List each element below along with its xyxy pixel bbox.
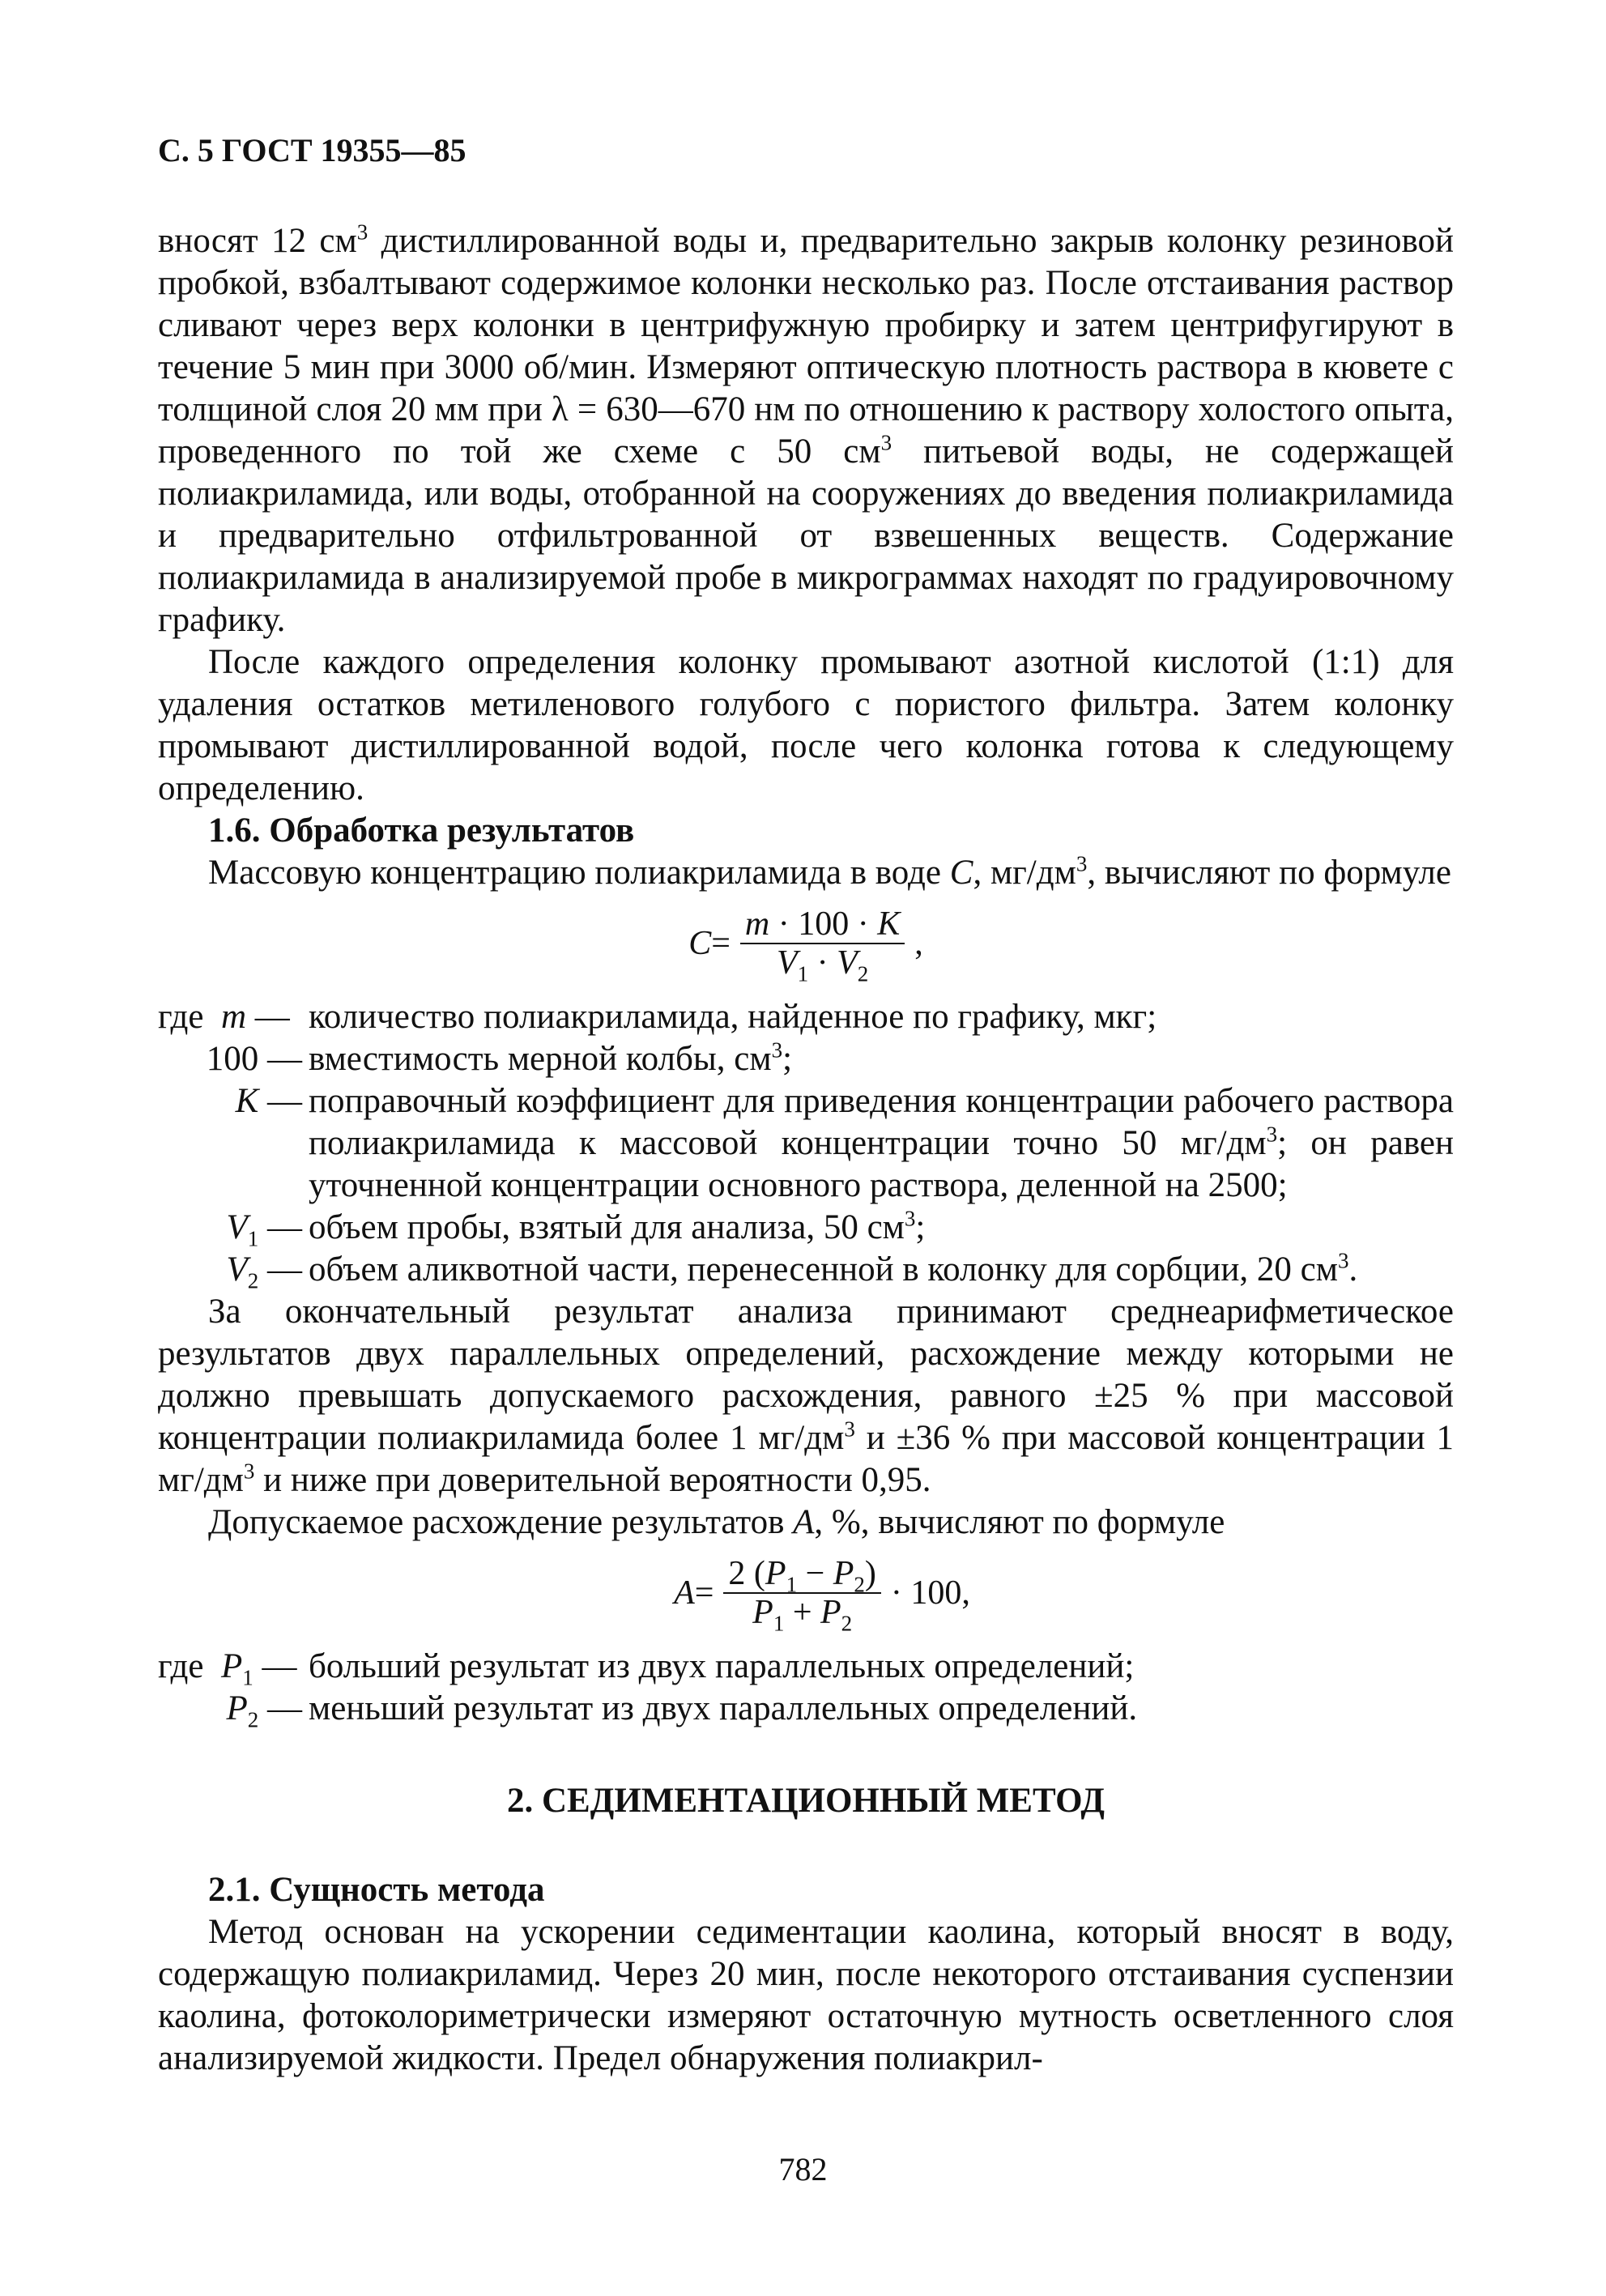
section-heading-2-1: 2.1. Сущность метода bbox=[208, 1871, 545, 1909]
definition-p1: где $P_1$ — больший результат из двух параллельных определений; bbox=[158, 1647, 1135, 1690]
definition-k: K — поправочный коэффициент для приведения концентрации рабочего раствора полиакриламида к массовой концентрации точно 50 $мг/дм^3$; он равен уточненной концентрации основного раствора, деленной на 2500; bbox=[235, 1082, 1454, 1204]
paragraph-method-essence: Метод основан на ускорении седиментации каолина, который вносят в воду, содержащую полиакриламид. Через 20 мин, после некоторого отстаивания суспензии каолина, фотоколориметрически измеряют остаточную мутность осветленного слоя анализируемой жидкости. Предел обнаружения полиакрил- bbox=[158, 1913, 1454, 2077]
paragraph-sorption-procedure: вносят 12 $см^3$ дистиллированной воды и, предварительно закрыв колонку резиновой пробкой, взбалтывают содержимое колонки несколько раз. После отстаивания раствор сливают через верх колонки в центрифужную пробирку и затем центрифугируют в течение 5 мин при 3000 об/мин. Измеряют оптическую плотность раствора в кювете с толщиной слоя 20 мм при λ = 630—670 нм по отношению к раствору холостого опыта, проведенного по той же схеме с 50 $см^3$ питьевой воды, не содержащей полиакриламида, или воды, отобранной на сооружениях до введения полиакриламида и предварительно отфильтрованной от взвешенных веществ. Содержание полиакриламида в анализируемой пробе в микрограммах находят по градуировочному графику. bbox=[158, 219, 1454, 639]
definition-m: где m — количество полиакриламида, найденное по графику, мкг; bbox=[158, 998, 1157, 1036]
fraction-concentration bbox=[740, 905, 905, 986]
fraction-numerator: m · 100 · K bbox=[740, 905, 905, 944]
fraction-discrepancy bbox=[723, 1555, 881, 1636]
page-header: С. 5 ГОСТ 19355—85 bbox=[158, 132, 466, 168]
page-number: 782 bbox=[778, 2151, 828, 2187]
definitions-list bbox=[158, 996, 1454, 1291]
paragraph-allowed-discrepancy: Допускаемое расхождение результатов A, %, вычисляют по формуле bbox=[208, 1503, 1225, 1541]
definition-100: 100 — вместимость мерной колбы, $см^3$; bbox=[206, 1037, 793, 1078]
fraction-numerator: 2 $(P_1 - P_2)$ bbox=[723, 1555, 881, 1594]
section-heading-1-6: 1.6. Обработка результатов bbox=[208, 811, 635, 850]
definition-p2: $P_2$ — меньший результат из двух параллельных определений. bbox=[226, 1689, 1138, 1732]
paragraph-final-result: За окончательный результат анализа принимают среднеарифметическое результатов двух параллельных определений, расхождение между которыми не должно превышать допускаемого расхождения, равного ±25 % при массовой концентрации полиакриламида более 1 $мг/дм^3$ и ±36 % при массовой концентрации 1 $мг/дм^3$ и ниже при доверительной вероятности 0,95. bbox=[158, 1293, 1454, 1499]
paragraph-column-washing: После каждого определения колонку промывают азотной кислотой (1:1) для удаления остатков метиленового голубого с пористого фильтра. Затем колонку промывают дистиллированной водой, после чего колонка готова к следующему определению. bbox=[158, 643, 1454, 807]
formula-discrepancy: A = $\frac{2 (P_1 - P_2)}{P_1 + P_2}$ · 100, bbox=[674, 1555, 970, 1636]
paragraph-mass-concentration: Массовую концентрацию полиакриламида в воде C, $мг/дм^3$, вычисляют по формуле bbox=[208, 851, 1451, 892]
definition-v1: $V_1$ — объем пробы, взятый для анализа, 50 $см^3$; bbox=[226, 1206, 926, 1251]
definition-v2: $V_2$ — объем аликвотной части, перенесенной в колонку для сорбции, 20 $см^3$. bbox=[226, 1248, 1358, 1293]
definitions-list-2 bbox=[158, 1646, 1454, 1730]
fraction-denominator: $V_1 \cdot V_2$ bbox=[776, 944, 869, 986]
formula-concentration: C = $\frac{m \cdot 100 \cdot K}{V_1 \cdot V_2}$ , bbox=[688, 905, 923, 986]
document-page bbox=[158, 130, 1454, 2080]
section-heading-2: 2. СЕДИМЕНТАЦИОННЫЙ МЕТОД bbox=[507, 1782, 1105, 1820]
fraction-denominator: $P_1 + P_2$ bbox=[752, 1594, 853, 1636]
